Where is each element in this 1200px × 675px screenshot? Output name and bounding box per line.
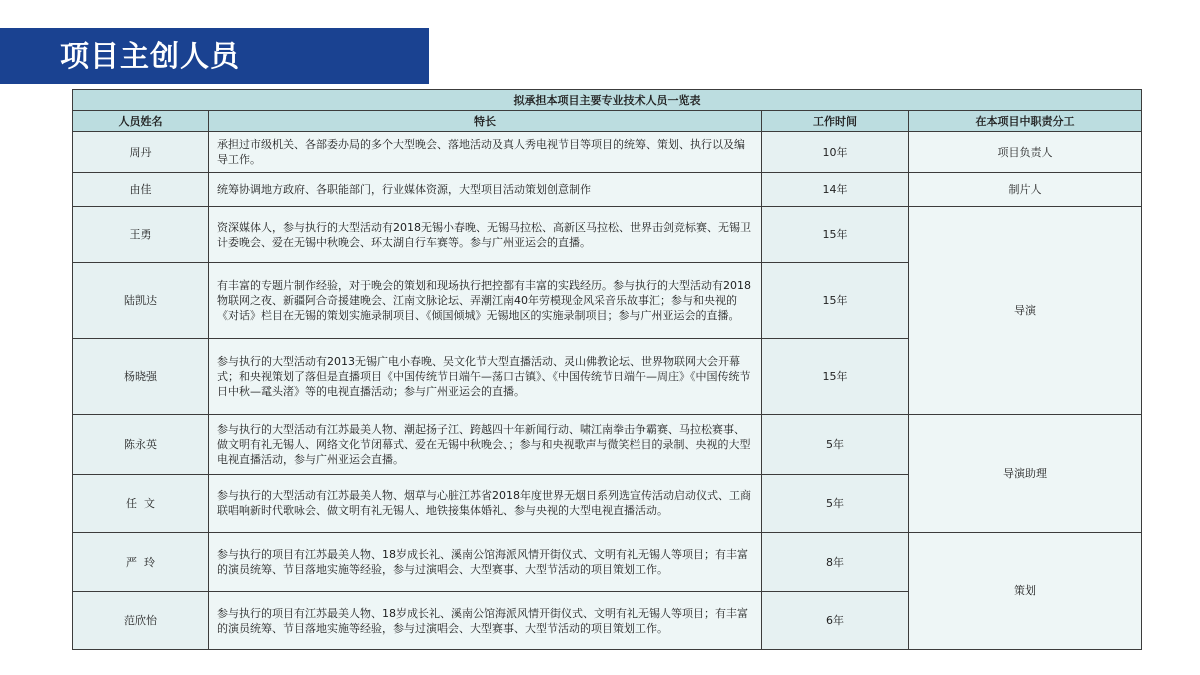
table-row	[73, 415, 1142, 474]
cell-role: 制片人	[909, 173, 1142, 207]
cell-years: 14年	[762, 173, 909, 207]
table-row	[73, 532, 1142, 591]
page-title: 项目主创人员	[60, 39, 241, 73]
cell-years: 5年	[762, 474, 909, 532]
table-row	[73, 206, 1142, 262]
header-specialty: 特长	[209, 111, 762, 132]
cell-years: 15年	[762, 206, 909, 262]
cell-specialty: 参与执行的大型活动有江苏最美人物、潮起扬子江、跨越四十年新闻行动、啸江南拳击争霸赛、马拉松赛事、做文明有礼无锡人、网络文化节闭幕式、爱在无锡中秋晚会、；参与和央视歌声与微笑栏目的录制、央视的大型电视直播活动，参与广州亚运会直播。	[209, 415, 762, 474]
cell-name: 陈永英	[73, 415, 209, 474]
title-banner	[0, 28, 429, 84]
cell-specialty: 承担过市级机关、各部委办局的多个大型晚会、落地活动及真人秀电视节目等项目的统筹、策划、执行以及编导工作。	[209, 132, 762, 173]
cell-name: 王勇	[73, 206, 209, 262]
cell-name: 杨晓强	[73, 339, 209, 415]
header-name: 人员姓名	[73, 111, 209, 132]
table-row	[73, 173, 1142, 207]
cell-name: 周丹	[73, 132, 209, 173]
cell-specialty: 参与执行的大型活动有江苏最美人物、烟草与心脏江苏省2018年度世界无烟日系列选宣传活动启动仪式、工商联唱响新时代歌咏会、做文明有礼无锡人、地铁接集体婚礼、参与央视的大型电视直播活动。	[209, 474, 762, 532]
header-role: 在本项目中职责分工	[909, 111, 1142, 132]
header-years: 工作时间	[762, 111, 909, 132]
cell-specialty: 统筹协调地方政府、各职能部门，行业媒体资源，大型项目活动策划创意制作	[209, 173, 762, 207]
cell-name: 由佳	[73, 173, 209, 207]
cell-years: 6年	[762, 592, 909, 650]
cell-specialty: 参与执行的大型活动有2013无锡广电小春晚、吴文化节大型直播活动、灵山佛教论坛、世界物联网大会开幕式；和央视策划了落但是直播项目《中国传统节日端午—荡口古镇》、《中国传统节日端午—周庄》《中国传统节日中秋—鼋头渚》等的电视直播活动；参与广州亚运会的直播。	[209, 339, 762, 415]
cell-years: 15年	[762, 339, 909, 415]
cell-role: 导演	[909, 206, 1142, 414]
cell-name: 严 玲	[73, 532, 209, 591]
cell-specialty: 有丰富的专题片制作经验，对于晚会的策划和现场执行把控都有丰富的实践经历。参与执行的大型活动有2018物联网之夜、新疆阿合奇援建晚会、江南文脉论坛、弄潮江南40年劳模现金风采音乐故事汇；参与和央视的《对话》栏目在无锡的策划实施录制项目、《倾国倾城》无锡地区的实施录制项目；参与广州亚运会的直播。	[209, 263, 762, 339]
cell-role: 策划	[909, 532, 1142, 649]
cell-years: 5年	[762, 415, 909, 474]
cell-years: 15年	[762, 263, 909, 339]
cell-specialty: 参与执行的项目有江苏最美人物、18岁成长礼、溪南公馆海派风情开街仪式、文明有礼无锡人等项目；有丰富的演员统筹、节目落地实施等经验，参与过演唱会、大型赛事、大型节活动的项目策划工作。	[209, 532, 762, 591]
table-header-row	[73, 111, 1142, 132]
cell-role: 导演助理	[909, 415, 1142, 533]
table-row	[73, 132, 1142, 173]
cell-specialty: 资深媒体人，参与执行的大型活动有2018无锡小春晚、无锡马拉松、高新区马拉松、世界击剑竞标赛、无锡卫计委晚会、爱在无锡中秋晚会、环太湖自行车赛等。参与广州亚运会的直播。	[209, 206, 762, 262]
cell-name: 范欣怡	[73, 592, 209, 650]
cell-years: 8年	[762, 532, 909, 591]
table-caption: 拟承担本项目主要专业技术人员一览表	[73, 90, 1142, 111]
cell-specialty: 参与执行的项目有江苏最美人物、18岁成长礼、溪南公馆海派风情开街仪式、文明有礼无锡人等项目；有丰富的演员统筹、节目落地实施等经验，参与过演唱会、大型赛事、大型节活动的项目策划工作。	[209, 592, 762, 650]
cell-years: 10年	[762, 132, 909, 173]
cell-name: 陆凯达	[73, 263, 209, 339]
staff-table	[72, 89, 1142, 650]
cell-name: 任 文	[73, 474, 209, 532]
cell-role: 项目负责人	[909, 132, 1142, 173]
